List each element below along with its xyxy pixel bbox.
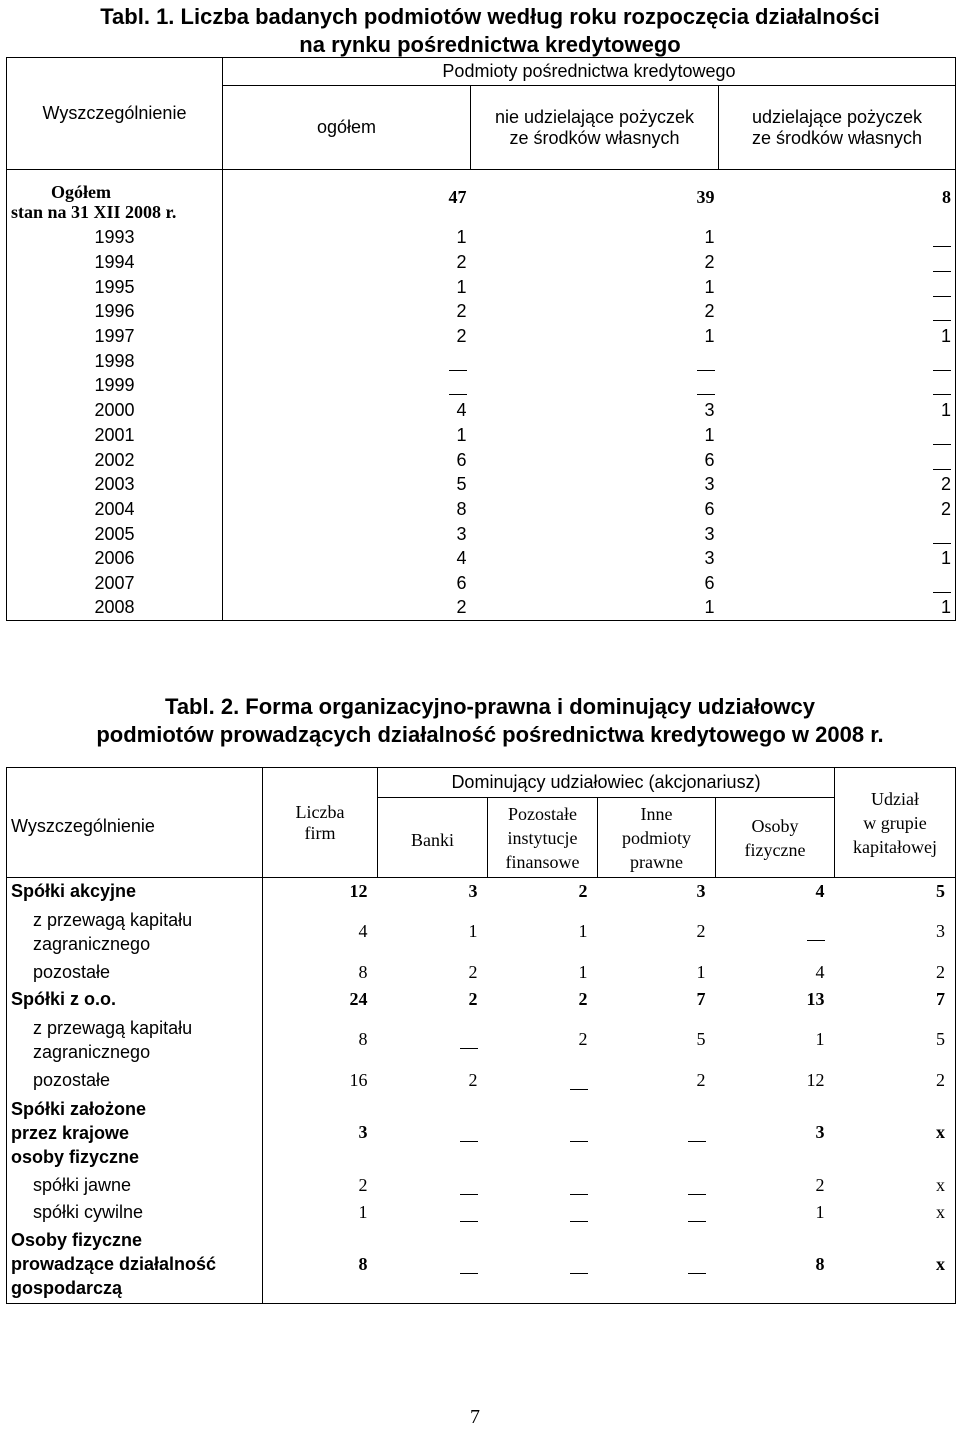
cell-year: 2008 bbox=[7, 596, 223, 621]
t2-header-persons-line1: Osoby bbox=[751, 815, 799, 836]
row-label bbox=[7, 905, 263, 959]
dash-mark bbox=[933, 271, 951, 272]
dash-mark bbox=[933, 320, 951, 321]
t2-header-other-legal-line2: podmioty bbox=[621, 827, 691, 848]
dash-mark bbox=[570, 1141, 588, 1142]
table-row bbox=[7, 497, 956, 522]
table2 bbox=[6, 767, 956, 1304]
t2-header-share-line2: w grupie bbox=[863, 812, 927, 833]
cell-not-lending: 2 bbox=[704, 301, 715, 322]
cell-firms: 2 bbox=[358, 1174, 368, 1195]
cell-other-legal: 5 bbox=[696, 1029, 706, 1049]
cell-lending bbox=[719, 226, 956, 251]
t2-header-share-line3: kapitałowej bbox=[853, 836, 937, 857]
cell-not-lending bbox=[471, 349, 719, 374]
dash-mark bbox=[688, 1141, 706, 1142]
cell-not-lending: 6 bbox=[704, 498, 715, 519]
dash-mark bbox=[933, 246, 951, 247]
row-label-line: osoby fizyczne bbox=[11, 1146, 140, 1167]
cell-year: 2005 bbox=[7, 522, 223, 547]
t1-header-not-lending-line1: nie udzielające pożyczek bbox=[494, 106, 695, 127]
t1-total-label-line2: stan na 31 XII 2008 r. bbox=[11, 201, 177, 222]
cell-lending bbox=[719, 275, 956, 300]
dash-mark bbox=[449, 394, 467, 395]
table-row bbox=[7, 546, 956, 571]
cell-year: 1993 bbox=[7, 226, 223, 251]
table-row bbox=[7, 324, 956, 349]
cell-not-lending: 6 bbox=[704, 572, 715, 593]
cell-total: 2 bbox=[223, 596, 471, 621]
cell-lending: 1 bbox=[719, 546, 956, 571]
t2-header-other-legal-line1: Inne bbox=[640, 803, 673, 824]
cell-total: 1 bbox=[456, 227, 467, 248]
t1-header-lending-line2: ze środków własnych bbox=[751, 127, 923, 148]
cell-lending bbox=[719, 522, 956, 547]
dash-mark bbox=[933, 543, 951, 544]
dash-mark bbox=[688, 1194, 706, 1195]
t2-header-other-inst-line2: instytucje bbox=[507, 827, 578, 848]
cell-not-lending: 2 bbox=[704, 252, 715, 273]
row-label-line: pozostałe bbox=[33, 961, 111, 982]
cell-firms: 3 bbox=[358, 1122, 368, 1142]
table-row bbox=[7, 226, 956, 251]
cell-share: x bbox=[835, 1172, 956, 1199]
t1-total-row bbox=[7, 170, 956, 226]
dash-mark bbox=[933, 394, 951, 395]
cell-other-legal: 2 bbox=[696, 921, 706, 941]
table-row bbox=[7, 1172, 956, 1199]
cell-total: 8 bbox=[456, 498, 467, 519]
table-row bbox=[7, 448, 956, 473]
row-label-line: prowadzące działalność bbox=[11, 1254, 217, 1275]
table-row bbox=[7, 959, 956, 986]
table-row bbox=[7, 1094, 956, 1172]
cell-not-lending: 1 bbox=[704, 227, 715, 248]
table1-title-line1: Tabl. 1. Liczba badanych podmiotów według roku rozpoczęcia działalności bbox=[100, 4, 880, 29]
dash-mark bbox=[933, 592, 951, 593]
cell-firms: 8 bbox=[263, 1226, 378, 1304]
t2-header-other-legal-line3: prawne bbox=[630, 851, 683, 872]
cell-year: 2004 bbox=[7, 497, 223, 522]
cell-total: 1 bbox=[456, 424, 467, 445]
t1-header-not-lending-line2: ze środków własnych bbox=[509, 127, 680, 148]
cell-banks bbox=[378, 1013, 488, 1067]
row-label-line: Spółki z o.o. bbox=[11, 988, 117, 1009]
cell-other-inst: 2 bbox=[578, 1029, 588, 1049]
table-row bbox=[7, 878, 956, 905]
dash-mark bbox=[460, 1141, 478, 1142]
row-label bbox=[7, 1067, 263, 1094]
cell-share: 5 bbox=[835, 1013, 956, 1067]
cell-other-legal bbox=[598, 1172, 716, 1199]
t2-header-other-inst-line3: finansowe bbox=[505, 851, 580, 872]
cell-persons: 4 bbox=[815, 880, 825, 901]
row-label-line: Spółki założone bbox=[11, 1098, 147, 1119]
cell-year: 2000 bbox=[7, 398, 223, 423]
cell-other-inst bbox=[488, 1067, 598, 1094]
cell-total: 6 bbox=[456, 449, 467, 470]
cell-not-lending: 1 bbox=[704, 424, 715, 445]
table1 bbox=[6, 57, 956, 621]
cell-banks bbox=[378, 1094, 488, 1172]
cell-not-lending bbox=[471, 374, 719, 399]
cell-persons: 13 bbox=[806, 988, 825, 1009]
cell-lending bbox=[719, 349, 956, 374]
cell-share: 7 bbox=[835, 986, 956, 1013]
cell-other-inst bbox=[488, 1094, 598, 1172]
cell-not-lending: 1 bbox=[704, 276, 715, 297]
row-label-line: przez krajowe bbox=[11, 1122, 130, 1143]
cell-year: 1999 bbox=[7, 374, 223, 399]
cell-persons: 8 bbox=[716, 1226, 835, 1304]
cell-lending: 2 bbox=[719, 472, 956, 497]
cell-other-inst bbox=[488, 1199, 598, 1226]
t2-header-other-inst bbox=[488, 798, 598, 878]
cell-total: 2 bbox=[456, 301, 467, 322]
table1-title-line2: na rynku pośrednictwa kredytowego bbox=[299, 32, 681, 57]
t1-header-lending bbox=[719, 86, 956, 170]
cell-other-inst bbox=[488, 1172, 598, 1199]
cell-firms: 1 bbox=[358, 1201, 368, 1222]
t2-header-banks: Banki bbox=[378, 798, 488, 878]
cell-banks: 3 bbox=[468, 880, 478, 901]
cell-year: 1995 bbox=[7, 275, 223, 300]
cell-year: 1998 bbox=[7, 349, 223, 374]
dash-mark bbox=[449, 370, 467, 371]
cell-total: 2 bbox=[456, 326, 467, 347]
cell-persons: 12 bbox=[806, 1069, 825, 1090]
table1-title bbox=[40, 3, 940, 59]
row-label-line: gospodarczą bbox=[11, 1278, 123, 1299]
cell-not-lending: 3 bbox=[704, 523, 715, 544]
table-row bbox=[7, 522, 956, 547]
cell-total: 1 bbox=[456, 276, 467, 297]
row-label-line: zagranicznego bbox=[33, 1041, 151, 1062]
cell-banks bbox=[378, 1199, 488, 1226]
table-row bbox=[7, 423, 956, 448]
dash-mark bbox=[933, 444, 951, 445]
t2-header-spec: Wyszczególnienie bbox=[7, 768, 263, 878]
row-label bbox=[7, 986, 263, 1013]
cell-persons: 1 bbox=[815, 1029, 825, 1049]
cell-lending: 1 bbox=[719, 324, 956, 349]
cell-year: 2001 bbox=[7, 423, 223, 448]
cell-not-lending: 1 bbox=[471, 596, 719, 621]
cell-total bbox=[223, 349, 471, 374]
cell-lending: 1 bbox=[719, 398, 956, 423]
cell-share: 2 bbox=[835, 959, 956, 986]
cell-lending bbox=[719, 448, 956, 473]
t2-header-persons bbox=[716, 798, 835, 878]
table-row bbox=[7, 1067, 956, 1094]
table2-title-line2: podmiotów prowadzących działalność pośrednictwa kredytowego w 2008 r. bbox=[96, 722, 884, 747]
cell-other-legal: 3 bbox=[696, 880, 706, 901]
table-row bbox=[7, 374, 956, 399]
cell-year: 1996 bbox=[7, 300, 223, 325]
dash-mark bbox=[688, 1273, 706, 1274]
table2-title bbox=[40, 693, 940, 749]
row-label bbox=[7, 1199, 263, 1226]
dash-mark bbox=[807, 940, 825, 941]
cell-total: 3 bbox=[456, 523, 467, 544]
cell-other-legal bbox=[598, 1226, 716, 1304]
cell-firms: 4 bbox=[358, 921, 368, 941]
cell-lending bbox=[719, 300, 956, 325]
dash-mark bbox=[570, 1194, 588, 1195]
t1-total-not-lending: 39 bbox=[696, 187, 715, 208]
table-row bbox=[7, 1199, 956, 1226]
cell-year: 2006 bbox=[7, 546, 223, 571]
cell-total: 4 bbox=[456, 400, 467, 421]
row-label-line: z przewagą kapitału bbox=[33, 909, 193, 930]
cell-not-lending: 3 bbox=[704, 400, 715, 421]
row-label-line: spółki jawne bbox=[33, 1174, 132, 1195]
cell-persons: 1 bbox=[815, 1201, 825, 1222]
dash-mark bbox=[460, 1273, 478, 1274]
cell-lending: 1 bbox=[719, 596, 956, 621]
t1-header-total: ogółem bbox=[223, 86, 471, 170]
table-row bbox=[7, 986, 956, 1013]
cell-banks: 2 bbox=[468, 988, 478, 1009]
page-number: 7 bbox=[470, 1406, 480, 1428]
cell-other-legal: 7 bbox=[696, 988, 706, 1009]
dash-mark bbox=[933, 370, 951, 371]
t2-header-share bbox=[835, 768, 956, 878]
cell-year: 1994 bbox=[7, 250, 223, 275]
cell-total: 2 bbox=[456, 252, 467, 273]
cell-other-legal bbox=[598, 1094, 716, 1172]
table-row bbox=[7, 596, 956, 621]
dash-mark bbox=[460, 1221, 478, 1222]
cell-lending bbox=[719, 374, 956, 399]
cell-year: 1997 bbox=[7, 324, 223, 349]
row-label-line: Spółki akcyjne bbox=[11, 880, 137, 901]
dash-mark bbox=[460, 1048, 478, 1049]
row-label-line: zagranicznego bbox=[33, 933, 151, 954]
t1-total-value: 47 bbox=[448, 187, 467, 208]
cell-persons bbox=[716, 905, 835, 959]
dash-mark bbox=[697, 394, 715, 395]
cell-banks: 2 bbox=[468, 961, 478, 982]
cell-lending bbox=[719, 423, 956, 448]
cell-not-lending: 6 bbox=[704, 449, 715, 470]
dash-mark bbox=[570, 1221, 588, 1222]
cell-share: x bbox=[835, 1226, 956, 1304]
row-label-line: Osoby fizyczne bbox=[11, 1230, 143, 1251]
t2-header-firms-line2: firm bbox=[304, 822, 336, 843]
dash-mark bbox=[688, 1221, 706, 1222]
dash-mark bbox=[933, 296, 951, 297]
cell-other-inst: 2 bbox=[578, 880, 588, 901]
cell-year: 2007 bbox=[7, 571, 223, 596]
row-label bbox=[7, 1094, 263, 1172]
cell-total: 4 bbox=[456, 548, 467, 569]
table2-title-line1: Tabl. 2. Forma organizacyjno-prawna i dominujący udziałowcy bbox=[165, 694, 815, 719]
cell-persons: 4 bbox=[815, 961, 825, 982]
table-row bbox=[7, 1226, 956, 1304]
cell-not-lending: 3 bbox=[704, 474, 715, 495]
cell-lending bbox=[719, 571, 956, 596]
cell-lending bbox=[719, 250, 956, 275]
t2-body bbox=[7, 878, 956, 1304]
cell-share: 2 bbox=[835, 1067, 956, 1094]
t1-total-lending: 8 bbox=[719, 170, 956, 226]
cell-share: 3 bbox=[835, 905, 956, 959]
row-label bbox=[7, 1226, 263, 1304]
cell-persons: 2 bbox=[815, 1174, 825, 1195]
row-label-line: pozostałe bbox=[33, 1069, 111, 1090]
t1-header-spec: Wyszczególnienie bbox=[7, 58, 223, 170]
cell-firms: 8 bbox=[358, 1029, 368, 1049]
row-label bbox=[7, 878, 263, 905]
cell-other-inst: 1 bbox=[578, 921, 588, 941]
cell-share: x bbox=[835, 1094, 956, 1172]
cell-other-legal bbox=[598, 1199, 716, 1226]
table-row bbox=[7, 349, 956, 374]
cell-total bbox=[223, 374, 471, 399]
cell-total: 5 bbox=[456, 474, 467, 495]
cell-not-lending: 1 bbox=[704, 326, 715, 347]
cell-other-inst: 2 bbox=[578, 988, 588, 1009]
dash-mark bbox=[570, 1273, 588, 1274]
cell-firms: 12 bbox=[349, 880, 368, 901]
dash-mark bbox=[933, 469, 951, 470]
cell-persons: 3 bbox=[815, 1122, 825, 1142]
cell-not-lending: 3 bbox=[704, 548, 715, 569]
cell-year: 2003 bbox=[7, 472, 223, 497]
cell-lending: 2 bbox=[719, 497, 956, 522]
t2-header-firms-line1: Liczba bbox=[295, 801, 345, 822]
t1-total-label-line1: Ogółem bbox=[51, 181, 111, 202]
row-label bbox=[7, 1172, 263, 1199]
cell-firms: 24 bbox=[349, 988, 368, 1009]
t2-header-other-legal bbox=[598, 798, 716, 878]
dash-mark bbox=[697, 370, 715, 371]
t1-total-label bbox=[7, 170, 223, 226]
cell-share: 5 bbox=[835, 878, 956, 905]
cell-other-inst: 1 bbox=[578, 961, 588, 982]
cell-banks bbox=[378, 1172, 488, 1199]
t1-header-group: Podmioty pośrednictwa kredytowego bbox=[223, 58, 956, 86]
table-row bbox=[7, 300, 956, 325]
cell-other-legal: 2 bbox=[696, 1069, 706, 1090]
cell-banks bbox=[378, 1226, 488, 1304]
dash-mark bbox=[570, 1089, 588, 1090]
table-row bbox=[7, 250, 956, 275]
table-row bbox=[7, 571, 956, 596]
t2-header-dominant: Dominujący udziałowiec (akcjonariusz) bbox=[378, 768, 835, 798]
t1-header-lending-line1: udzielające pożyczek bbox=[751, 106, 923, 127]
table-row bbox=[7, 905, 956, 959]
cell-banks: 1 bbox=[468, 921, 478, 941]
cell-other-inst bbox=[488, 1226, 598, 1304]
cell-firms: 16 bbox=[349, 1069, 368, 1090]
cell-other-legal: 1 bbox=[696, 961, 706, 982]
table-row bbox=[7, 275, 956, 300]
cell-banks: 2 bbox=[468, 1069, 478, 1090]
row-label bbox=[7, 959, 263, 986]
dash-mark bbox=[460, 1194, 478, 1195]
cell-total: 6 bbox=[456, 572, 467, 593]
t2-header-share-line1: Udział bbox=[871, 788, 919, 809]
table-row bbox=[7, 398, 956, 423]
table-row bbox=[7, 1013, 956, 1067]
row-label-line: spółki cywilne bbox=[33, 1201, 144, 1222]
t1-header-not-lending bbox=[471, 86, 719, 170]
row-label bbox=[7, 1013, 263, 1067]
cell-year: 2002 bbox=[7, 448, 223, 473]
t2-header-firms bbox=[263, 768, 378, 878]
cell-firms: 8 bbox=[358, 961, 368, 982]
cell-share: x bbox=[835, 1199, 956, 1226]
t1-body bbox=[7, 226, 956, 621]
t2-header-persons-line2: fizyczne bbox=[744, 839, 806, 860]
row-label-line: z przewagą kapitału bbox=[33, 1017, 193, 1038]
t2-header-other-inst-line1: Pozostałe bbox=[508, 803, 577, 824]
table-row bbox=[7, 472, 956, 497]
